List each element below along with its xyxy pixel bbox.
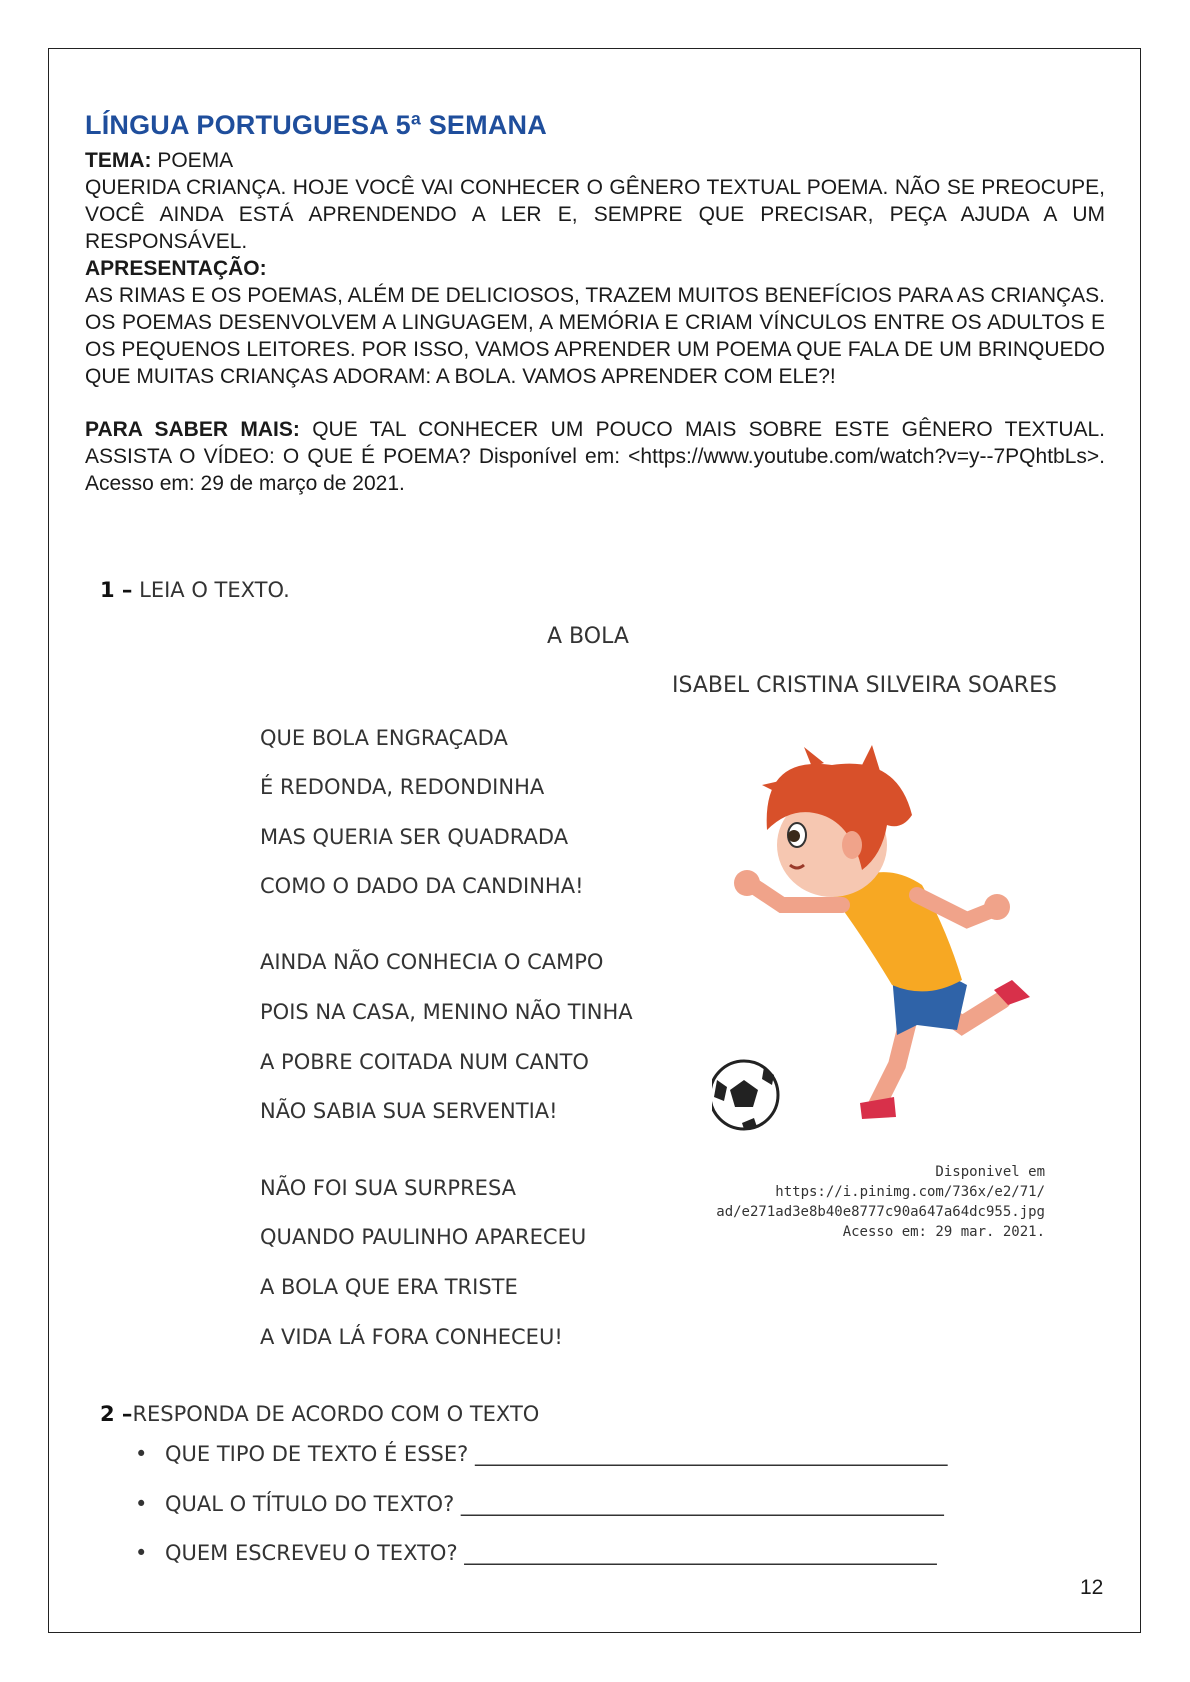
poem-verse: QUANDO PAULINHO APARECEU <box>260 1225 587 1249</box>
image-source-caption <box>660 1162 1045 1242</box>
question-1 <box>100 578 290 602</box>
caption-line: Acesso em: 29 mar. 2021. <box>842 1224 1045 1240</box>
tema-value: POEMA <box>157 149 234 172</box>
boy-kicking-ball-illustration <box>712 735 1052 1145</box>
poem-verse: AINDA NÃO CONHECIA O CAMPO <box>260 950 604 974</box>
poem-verse: A BOLA QUE ERA TRISTE <box>260 1275 518 1299</box>
poem-verse: É REDONDA, REDONDINHA <box>260 775 545 799</box>
page-number: 12 <box>1080 1576 1104 1599</box>
bullet-icon: • <box>135 1541 148 1565</box>
question-1-text: LEIA O TEXTO. <box>139 578 290 602</box>
poem-verse: A VIDA LÁ FORA CONHECEU! <box>260 1325 563 1349</box>
page-title: LÍNGUA PORTUGUESA 5ª SEMANA <box>85 110 547 140</box>
poem-verse: POIS NA CASA, MENINO NÃO TINHA <box>260 1000 633 1024</box>
caption-line: ad/e271ad3e8b40e8777c90a647a64dc955.jpg <box>716 1204 1045 1220</box>
poem-verse: COMO O DADO DA CANDINHA! <box>260 874 584 898</box>
question-text: QUEM ESCREVEU O TEXTO? _____________________________________________ <box>165 1541 937 1565</box>
poem-author: ISABEL CRISTINA SILVEIRA SOARES <box>672 673 1057 698</box>
question-1-number: 1 – <box>100 578 133 602</box>
apresentacao-paragraph: AS RIMAS E OS POEMAS, ALÉM DE DELICIOSOS, TRAZEM MUITOS BENEFÍCIOS PARA AS CRIANÇAS. OS POEMAS DESENVOLVEM A LINGUAGEM, A MEMÓRIA E CRIAM VÍNCULOS ENTRE OS ADULTOS E OS PEQUENOS LEITORES. POR ISSO, VAMOS APRENDER UM POEMA QUE FALA DE UM BRINQUEDO QUE MUITAS CRIANÇAS ADORAM: A BOLA. VAMOS APRENDER COM ELE?! <box>85 284 1105 388</box>
intro-section <box>85 110 1105 497</box>
question-2-number: 2 – <box>100 1402 133 1426</box>
answer-line-3[interactable] <box>135 1541 937 1565</box>
saber-mais-label: PARA SABER MAIS: <box>85 418 300 441</box>
poem-verse: NÃO SABIA SUA SERVENTIA! <box>260 1099 558 1123</box>
poem-verse: QUE BOLA ENGRAÇADA <box>260 726 508 750</box>
question-2 <box>100 1402 539 1426</box>
answer-line-1[interactable] <box>135 1442 947 1466</box>
saber-mais-paragraph <box>85 416 1105 497</box>
intro-paragraph: QUERIDA CRIANÇA. HOJE VOCÊ VAI CONHECER O GÊNERO TEXTUAL POEMA. NÃO SE PREOCUPE, VOCÊ AINDA ESTÁ APRENDENDO A LER E, SEMPRE QUE PRECISAR, PEÇA AJUDA A UM RESPONSÁVEL. <box>85 176 1105 253</box>
tema-label: TEMA: <box>85 149 152 172</box>
saber-mais-text: QUE TAL CONHECER UM POUCO MAIS SOBRE ESTE GÊNERO TEXTUAL. ASSISTA O VÍDEO: O QUE É POEMA? Disponível em: <https://www.youtube.com/watch?v=y--7PQhtbLs>. Acesso em: 29 de março de 2021. <box>85 418 1106 495</box>
apresentacao-label: APRESENTAÇÃO: <box>85 257 267 280</box>
question-text: QUE TIPO DE TEXTO É ESSE? _____________________________________________ <box>165 1442 948 1466</box>
caption-line: Disponivel em https://i.pinimg.com/736x/e2/71/ <box>775 1164 1045 1200</box>
poem-verse: A POBRE COITADA NUM CANTO <box>260 1050 589 1074</box>
bullet-icon: • <box>135 1442 148 1466</box>
tema-line <box>85 147 1105 174</box>
question-text: QUAL O TÍTULO DO TEXTO? ______________________________________________ <box>165 1492 944 1516</box>
poem-title: A BOLA <box>547 624 629 649</box>
answer-line-2[interactable] <box>135 1492 944 1516</box>
poem-verse: MAS QUERIA SER QUADRADA <box>260 825 569 849</box>
bullet-icon: • <box>135 1492 148 1516</box>
question-2-text: RESPONDA DE ACORDO COM O TEXTO <box>132 1402 540 1426</box>
poem-verse: NÃO FOI SUA SURPRESA <box>260 1176 517 1200</box>
